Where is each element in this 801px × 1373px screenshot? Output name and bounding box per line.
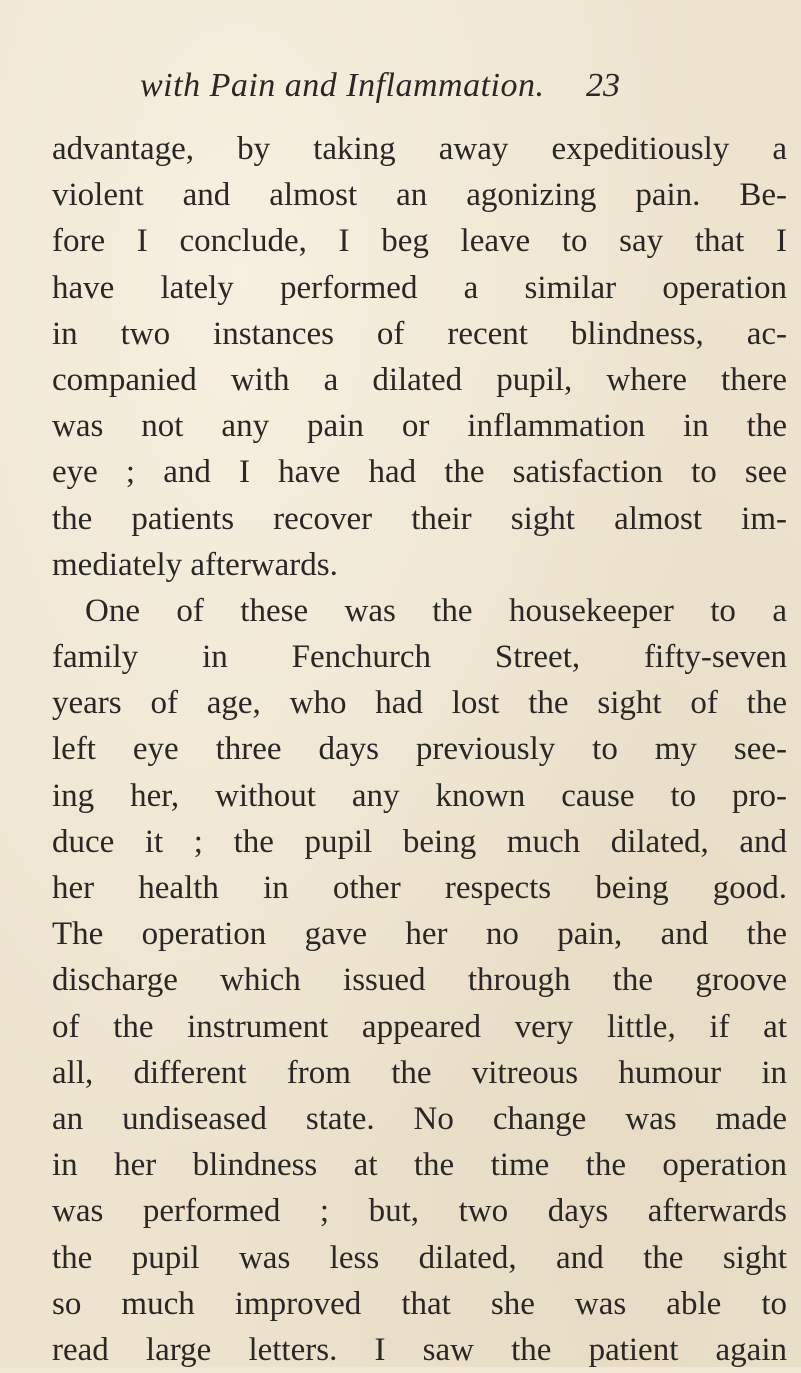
running-head [140, 64, 640, 108]
text-line: violent and almost an agonizing pain. Be- [52, 177, 787, 214]
text-line: in two instances of recent blindness, ac- [52, 315, 787, 352]
text-line: was not any pain or inflammation in the [52, 408, 787, 445]
text-line: her health in other respects being good. [52, 870, 787, 906]
text-line: companied with a dilated pupil, where there [52, 361, 787, 398]
text-line: in her blindness at the time the operation [52, 1147, 787, 1184]
text-line: mediately afterwards. [52, 546, 338, 583]
text-line: years of age, who had lost the sight of the [52, 685, 787, 722]
text-line: family in Fenchurch Street, fifty-seven [52, 639, 787, 676]
text-line: read large letters. I saw the patient again [52, 1331, 787, 1368]
text-line: discharge which issued through the groove [52, 962, 787, 999]
text-line: The operation gave her no pain, and the [52, 916, 787, 953]
text-line: all, different from the vitreous humour in [52, 1054, 787, 1091]
running-title: with Pain and Inflammation. [140, 67, 545, 104]
page-number: 23 [586, 67, 620, 104]
text-line: the pupil was less dilated, and the sight [52, 1239, 787, 1276]
text-line: ing her, without any known cause to pro- [52, 777, 787, 814]
text-line: the patients recover their sight almost im- [52, 500, 787, 537]
text-line: fore I conclude, I beg leave to say that I [52, 223, 787, 260]
text-line: advantage, by taking away expeditiously a [52, 131, 787, 167]
paragraph-1 [52, 126, 787, 588]
text-line: so much improved that she was able to [52, 1285, 787, 1322]
text-line: an undiseased state. No change was made [52, 1100, 787, 1137]
paragraph-2 [52, 588, 787, 1373]
text-line: of the instrument appeared very little, if at [52, 1008, 787, 1045]
text-line: left eye three days previously to my see- [52, 731, 787, 768]
text-line: duce it ; the pupil being much dilated, and [52, 823, 787, 860]
text-line: have lately performed a similar operation [52, 269, 787, 306]
text-line: eye ; and I have had the satisfaction to see [52, 454, 787, 491]
text-line: One of these was the housekeeper to a [85, 592, 787, 629]
body-text [52, 126, 787, 1373]
text-line: was performed ; but, two days afterwards [52, 1193, 787, 1230]
